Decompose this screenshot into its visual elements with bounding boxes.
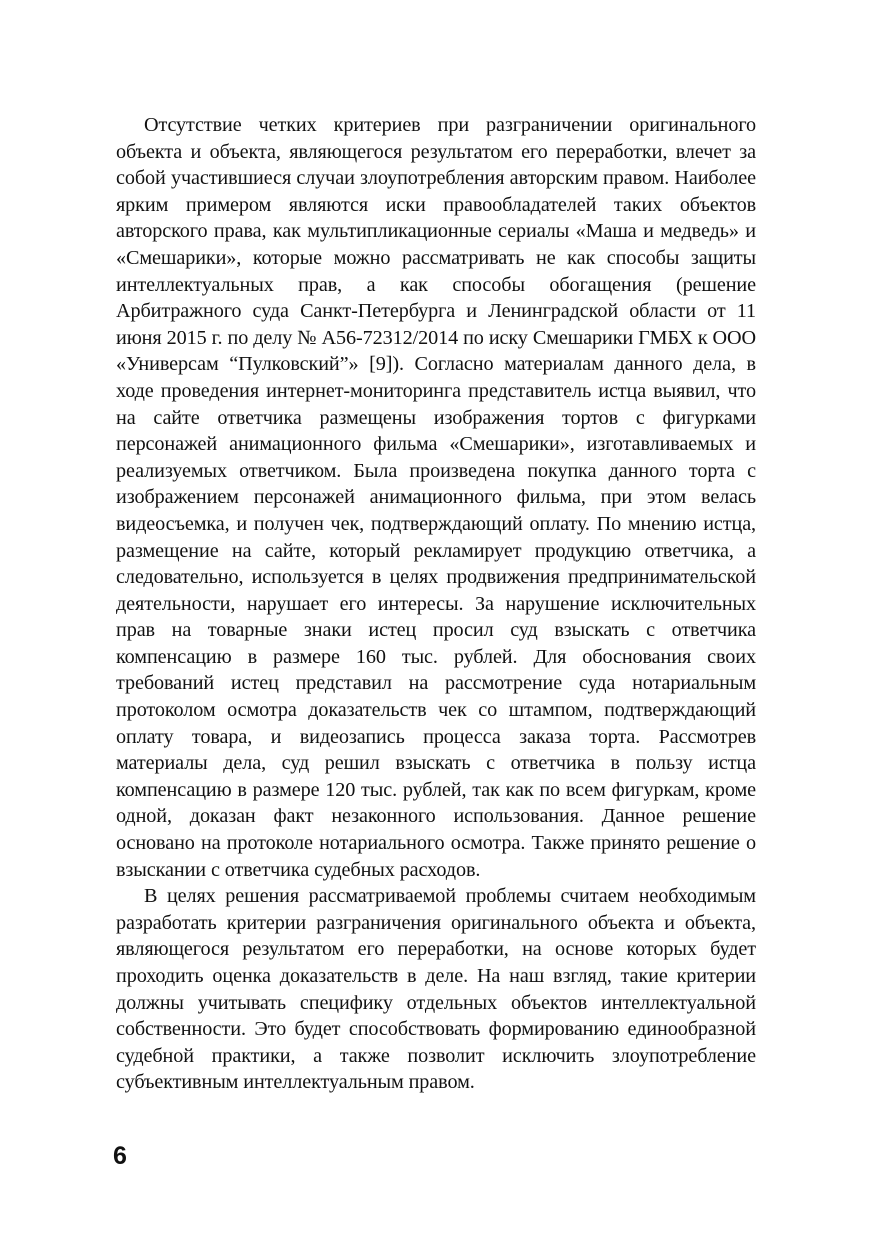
paragraph-2: В целях решения рассматриваемой проблемы считаем необходимым разработать критерии разграничения оригинального объекта и объекта, являющегося результатом его переработки, на основе которых будет проходить оценка доказательств в деле. На наш взгляд, такие критерии должны учитывать специфику отдельных объектов интеллектуальной собственности. Это будет способствовать формированию единообразной судебной практики, а также позволит исключить злоупотребление субъективным интеллектуальным правом.: [116, 885, 756, 1094]
paragraph-1: Отсутствие четких критериев при разграничении оригинального объекта и объекта, являющегося результатом его переработки, влечет за собой участившиеся случаи злоупотребления авторским правом. Наиболее ярким примером являются иски правообладателей таких объектов авторского права, как мультипликационные сериалы «Маша и медведь» и «Смешарики», которые можно рассматривать не как способы защиты интеллектуальных прав, а как способы обогащения (решение Арбитражного суда Санкт-Петербурга и Ленинградской области от 11 июня 2015 г. по делу № А56-72312/2014 по иску Смешарики ГМБХ к ООО «Универсам “Пулковский”» [9]). Согласно материалам данного дела, в ходе проведения интернет-мониторинга представитель истца выявил, что на сайте ответчика размещены изображения тортов с фигурками персонажей анимационного фильма «Смешарики», изготавливаемых и реализуемых ответчиком. Была произведена покупка данного торта с изображением персонажей анимационного фильма, при этом велась видеосъемка, и получен чек, подтверждающий оплату. По мнению истца, размещение на сайте, который рекламирует продукцию ответчика, а следовательно, используется в целях продвижения предпринимательской деятельности, нарушает его интересы. За нарушение исключительных прав на товарные знаки истец просил суд взыскать с ответчика компенсацию в размере 160 тыс. рублей. Для обоснования своих требований истец представил на рассмотрение суда нотариальным протоколом осмотра доказательств чек со штампом, подтверждающий оплату товара, и видеозапись процесса заказа торта. Рассмотрев материалы дела, суд решил взыскать с ответчика в пользу истца компенсацию в размере 120 тыс. рублей, так как по всем фигуркам, кроме одной, доказан факт незаконного использования. Данное решение основано на протоколе нотариального осмотра. Также принято решение о взыскании с ответчика судебных расходов.: [116, 114, 756, 881]
page-number: 6: [113, 1142, 127, 1170]
document-body: [116, 112, 756, 1096]
